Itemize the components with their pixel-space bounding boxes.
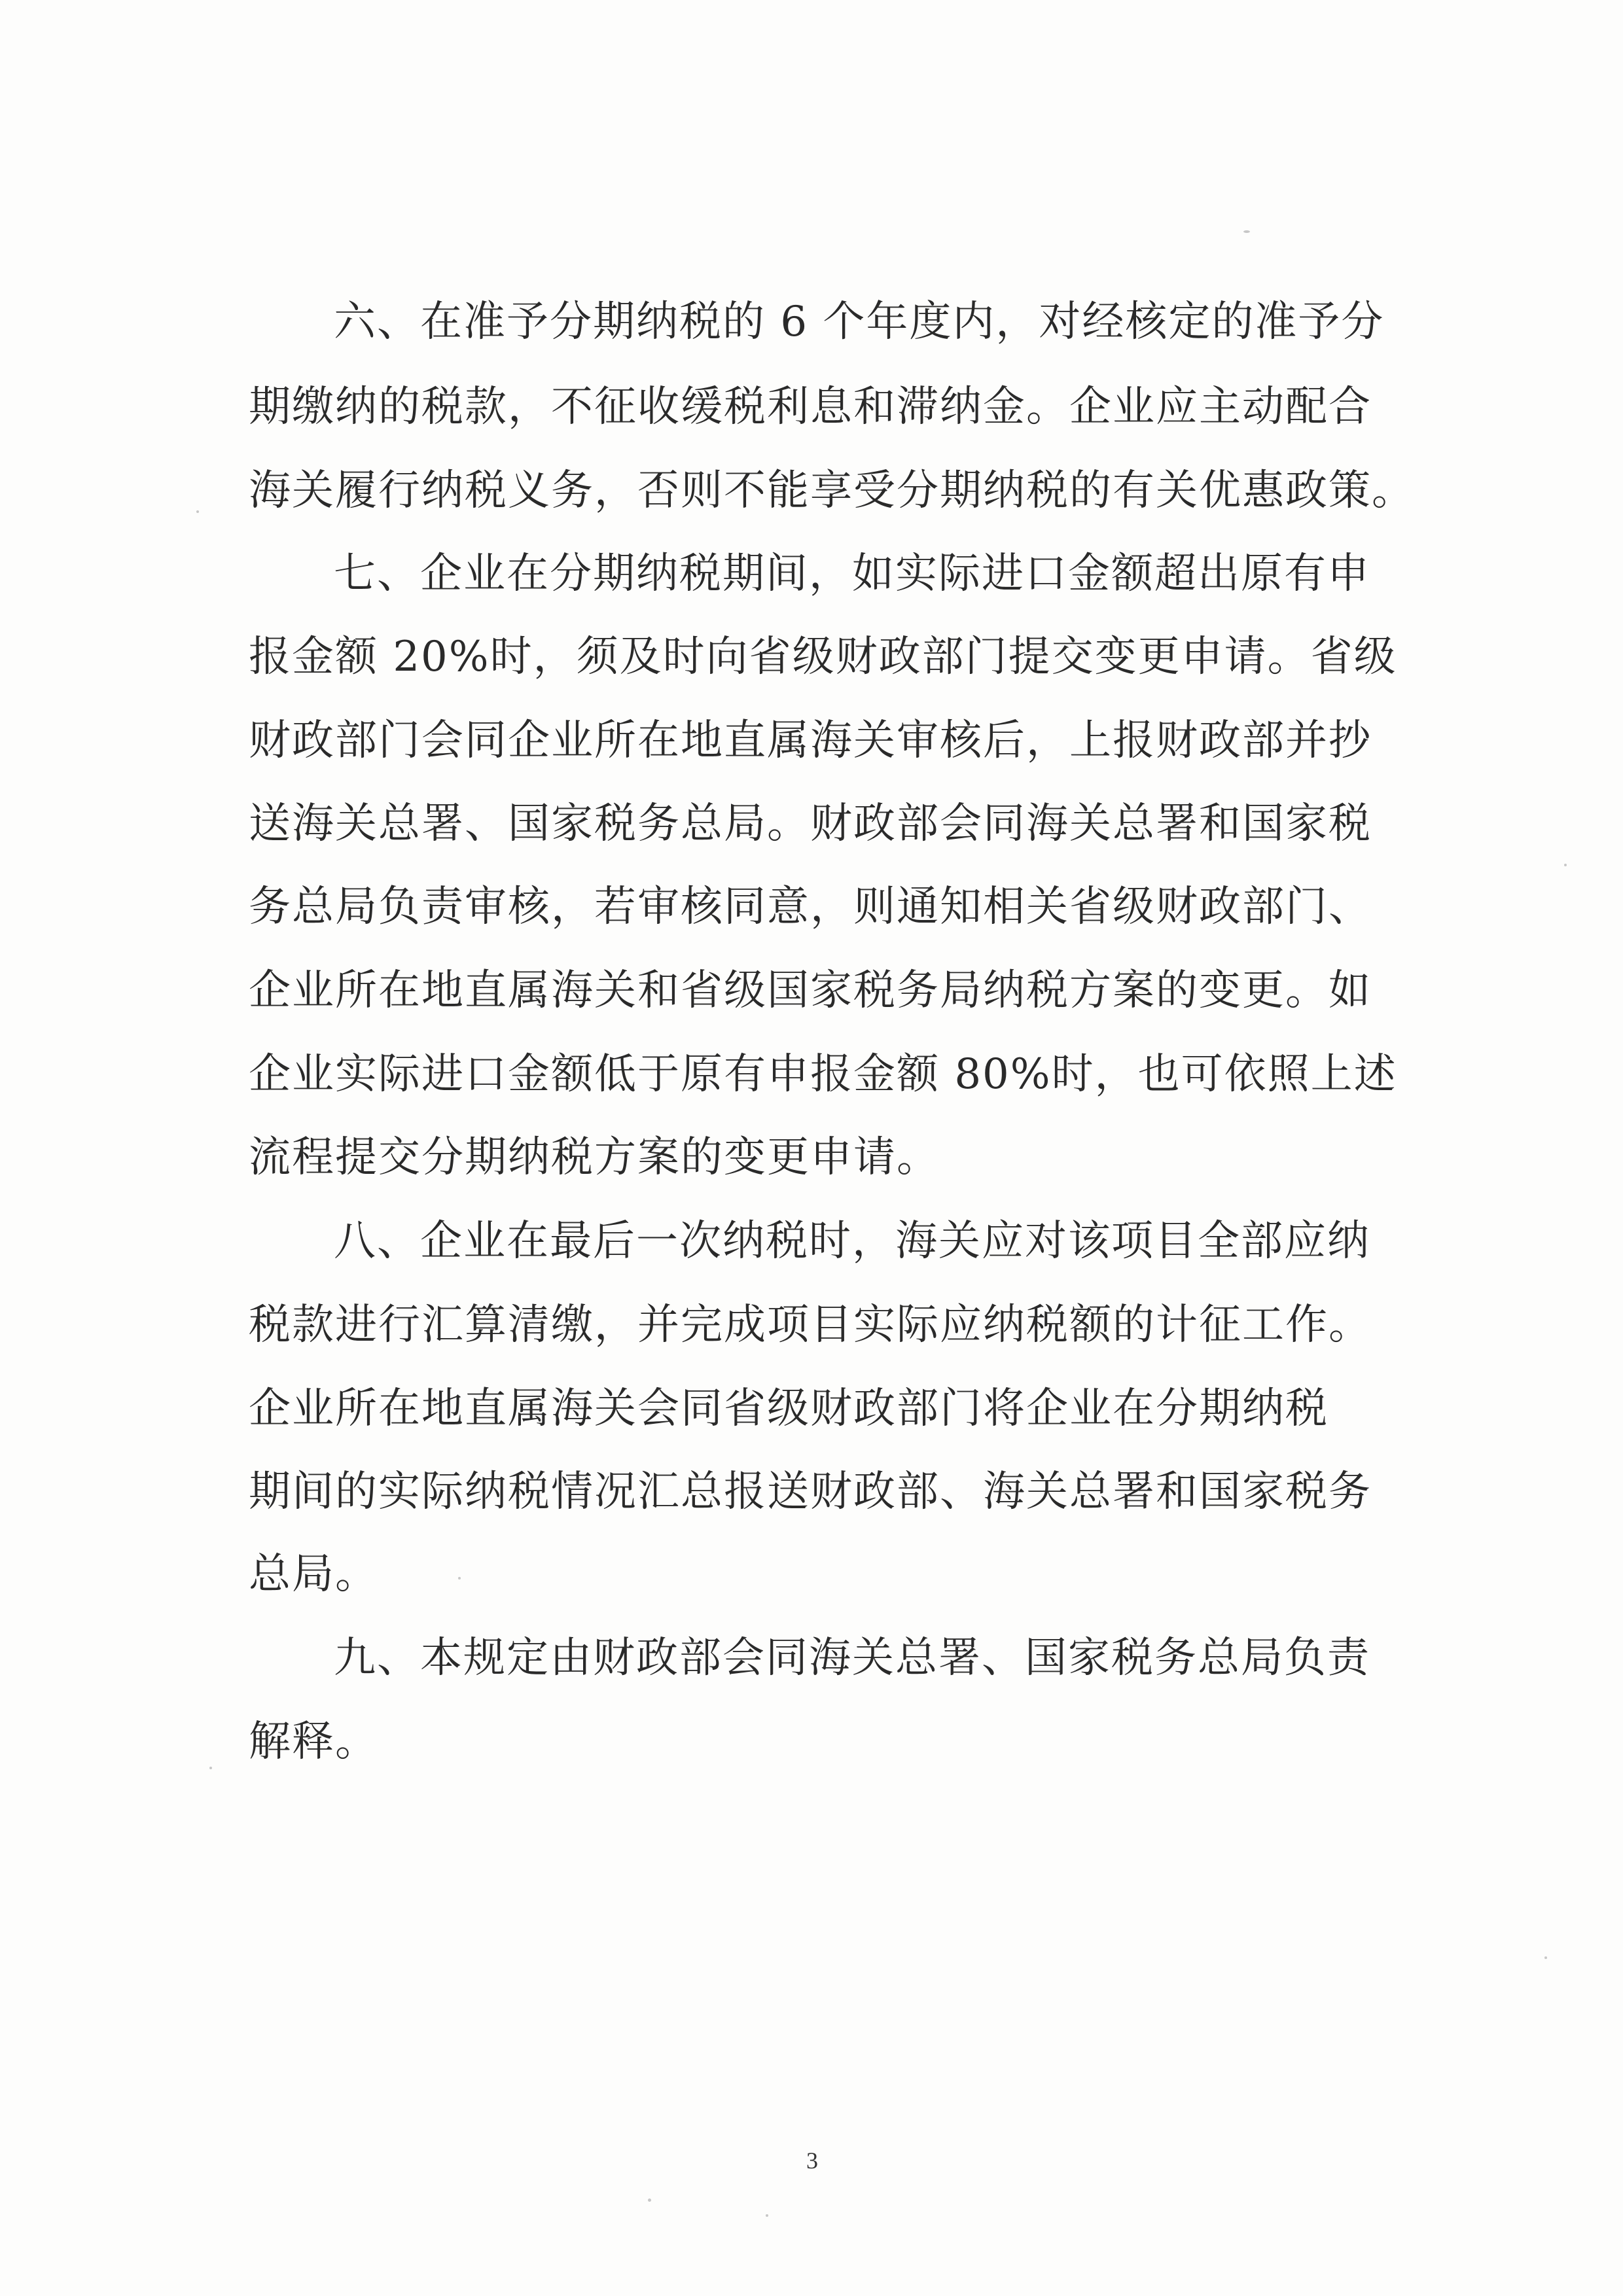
paragraph-9-line-1: 九、本规定由财政部会同海关总署、国家税务总局负责	[334, 1634, 1370, 1682]
paragraph-9-line-2: 解释。	[249, 1718, 378, 1766]
scan-speck	[209, 1767, 212, 1769]
paragraph-6-line-1: 六、在准予分期纳税的 6 个年度内，对经核定的准予分	[334, 298, 1385, 346]
scan-speck	[1564, 864, 1567, 866]
paragraph-7-line-2: 报金额 20%时，须及时向省级财政部门提交变更申请。省级	[249, 633, 1397, 681]
paragraph-7-line-6: 企业所在地直属海关和省级国家税务局纳税方案的变更。如	[249, 966, 1372, 1015]
paragraph-8-line-3: 企业所在地直属海关会同省级财政部门将企业在分期纳税	[249, 1385, 1329, 1433]
scan-speck	[1243, 230, 1250, 233]
paragraph-7-line-4: 送海关总署、国家税务总局。财政部会同海关总署和国家税	[249, 800, 1372, 848]
paragraph-8-line-1: 八、企业在最后一次纳税时，海关应对该项目全部应纳	[334, 1217, 1370, 1265]
scan-speck	[766, 2214, 768, 2217]
paragraph-8-line-4: 期间的实际纳税情况汇总报送财政部、海关总署和国家税务	[249, 1468, 1372, 1516]
paragraph-8-line-5: 总局。	[249, 1550, 378, 1598]
paragraph-7-line-3: 财政部门会同企业所在地直属海关审核后，上报财政部并抄	[249, 716, 1372, 765]
paragraph-6-line-2: 期缴纳的税款，不征收缓税利息和滞纳金。企业应主动配合	[249, 383, 1372, 431]
paragraph-7-line-7: 企业实际进口金额低于原有申报金额 80%时，也可依照上述	[249, 1050, 1397, 1099]
scan-speck	[648, 2199, 651, 2202]
paragraph-7-line-5: 务总局负责审核，若审核同意，则通知相关省级财政部门、	[249, 883, 1372, 931]
scan-speck	[458, 1577, 461, 1580]
page-number: 3	[806, 2147, 818, 2174]
paragraph-7-line-8: 流程提交分期纳税方案的变更申请。	[249, 1133, 940, 1182]
paragraph-8-line-2: 税款进行汇算清缴，并完成项目实际应纳税额的计征工作。	[249, 1301, 1372, 1349]
scan-speck	[1544, 1956, 1547, 1959]
paragraph-6-line-3: 海关履行纳税义务，否则不能享受分期纳税的有关优惠政策。	[249, 467, 1415, 515]
scan-speck	[196, 510, 199, 513]
paragraph-7-line-1: 七、企业在分期纳税期间，如实际进口金额超出原有申	[334, 550, 1370, 598]
